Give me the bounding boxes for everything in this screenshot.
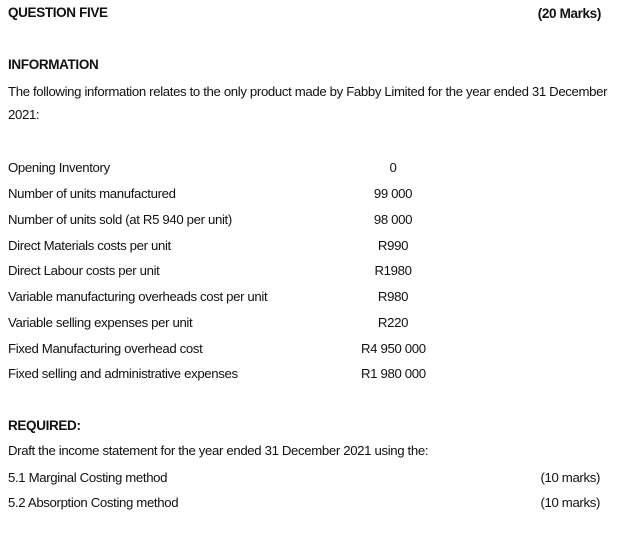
- data-row-label: Fixed selling and administrative expenses: [8, 366, 238, 381]
- data-row-value: 0: [389, 160, 397, 175]
- question-title: QUESTION FIVE: [8, 5, 108, 20]
- total-marks: (20 Marks): [537, 6, 601, 21]
- data-row-label: Number of units sold (at R5 940 per unit): [8, 212, 232, 227]
- data-row-value: R1 980 000: [361, 366, 426, 381]
- required-instruction: Draft the income statement for the year ended 31 December 2021 using the:: [8, 443, 429, 458]
- data-row-label: Direct Materials costs per unit: [8, 238, 171, 253]
- data-row-value: R4 950 000: [361, 341, 426, 356]
- information-heading: INFORMATION: [8, 57, 99, 72]
- data-row-label: Fixed Manufacturing overhead cost: [8, 341, 203, 356]
- data-row-value: R1980: [374, 263, 412, 278]
- required-part-marks: (10 marks): [540, 495, 600, 510]
- data-row-value: R990: [377, 238, 409, 253]
- data-row-label: Variable selling expenses per unit: [8, 315, 193, 330]
- data-row-label: Number of units manufactured: [8, 186, 176, 201]
- data-row-label: Opening Inventory: [8, 160, 110, 175]
- required-part-label: 5.2 Absorption Costing method: [8, 495, 179, 510]
- data-row-value: R980: [377, 289, 409, 304]
- data-row-value: 98 000: [373, 212, 413, 227]
- required-heading: REQUIRED:: [8, 418, 81, 433]
- required-part-label: 5.1 Marginal Costing method: [8, 470, 168, 485]
- data-row-label: Variable manufacturing overheads cost per unit: [8, 289, 268, 304]
- data-row-value: 99 000: [373, 186, 413, 201]
- data-row-value: R220: [377, 315, 409, 330]
- data-row-label: Direct Labour costs per unit: [8, 263, 160, 278]
- required-part-marks: (10 marks): [540, 470, 600, 485]
- information-text: The following information relates to the only product made by Fabby Limited for the year ended 31 December 2021:: [8, 84, 608, 122]
